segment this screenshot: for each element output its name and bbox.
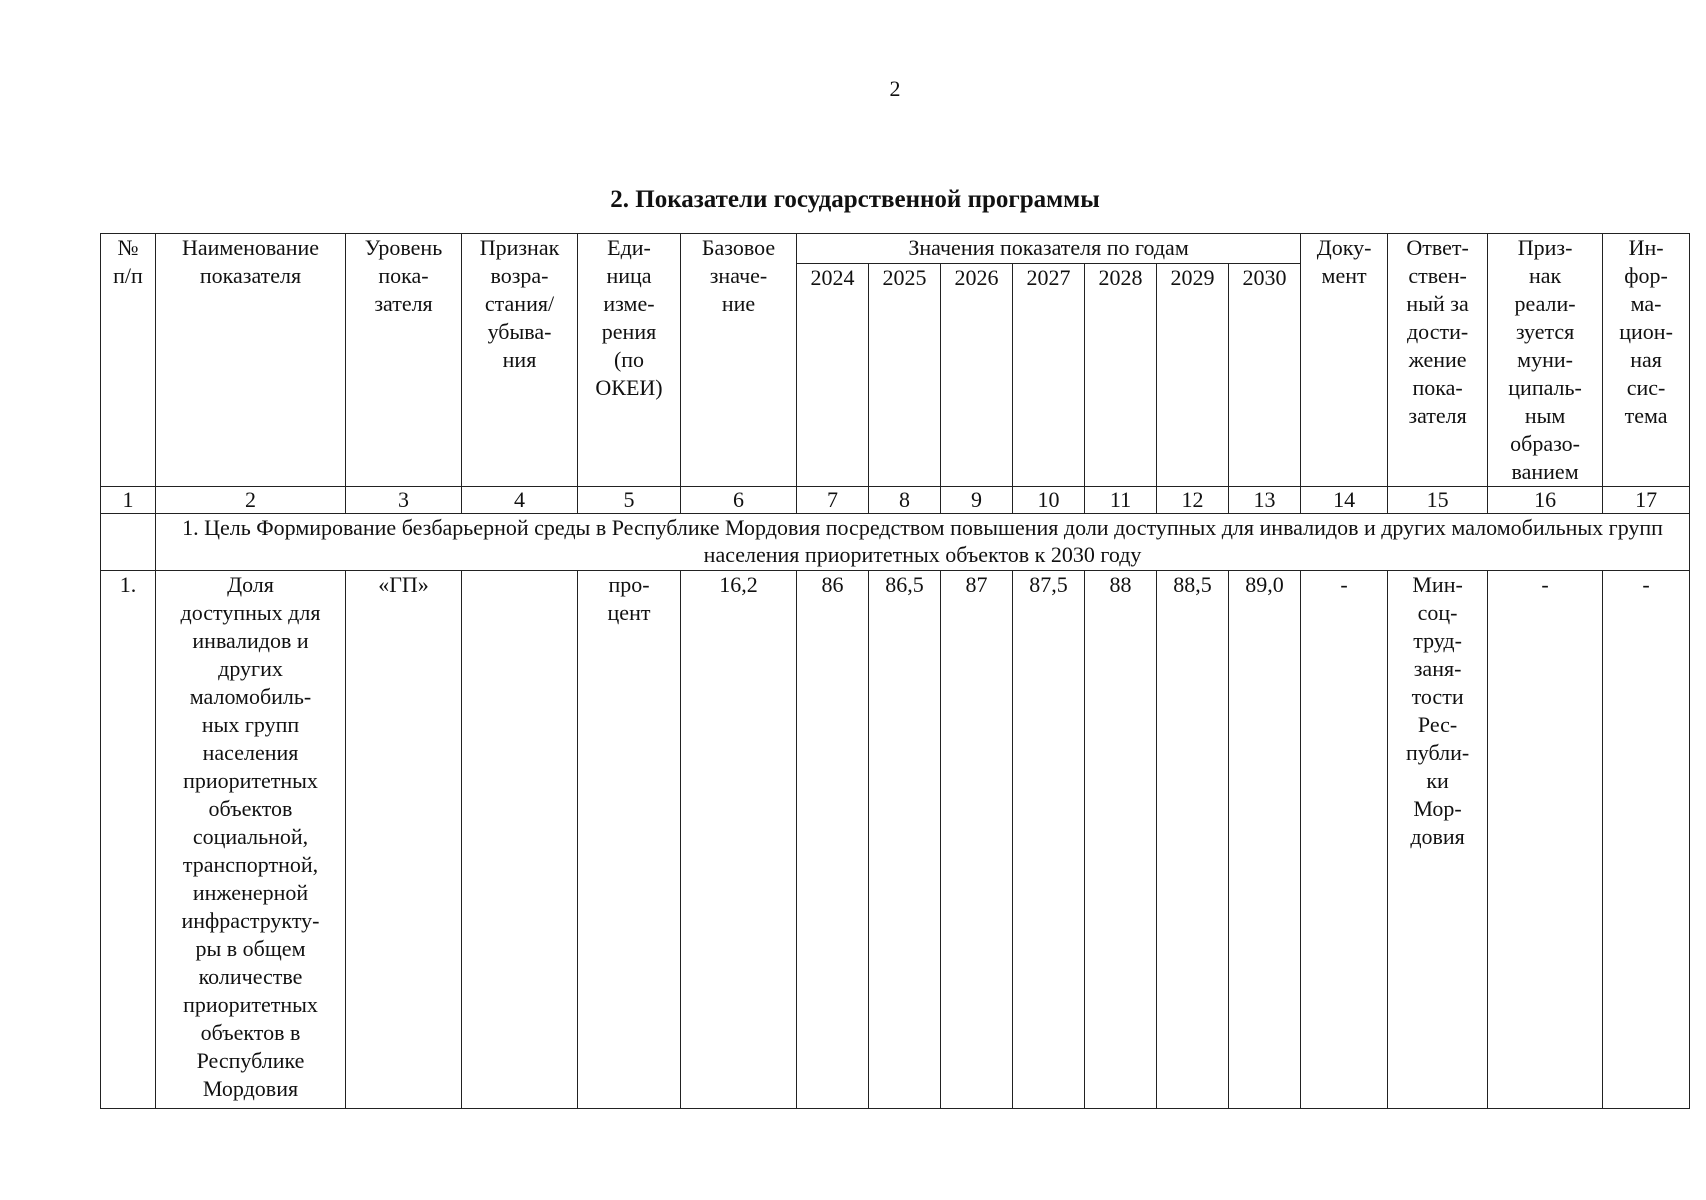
row-year-value: 87 (941, 571, 1013, 1109)
row-base-value: 16,2 (681, 571, 797, 1109)
row-year-value: 87,5 (1013, 571, 1085, 1109)
goal-row (101, 514, 1690, 571)
column-number: 1 (101, 487, 156, 514)
row-num: 1. (101, 571, 156, 1109)
row-responsible: Мин- соц- труд- заня- тости Рес- публи- ки Мор- довия (1388, 571, 1488, 1109)
header-unit: Еди- ница изме- рения (по ОКЕИ) (578, 234, 681, 487)
header-year: 2024 (797, 263, 869, 486)
row-document: - (1301, 571, 1388, 1109)
header-responsible: Ответ- ствен- ный за дости- жение пока- зателя (1388, 234, 1488, 487)
column-number: 7 (797, 487, 869, 514)
row-year-value: 86,5 (869, 571, 941, 1109)
row-level: «ГП» (346, 571, 462, 1109)
header-year: 2027 (1013, 263, 1085, 486)
header-year: 2025 (869, 263, 941, 486)
header-year: 2029 (1157, 263, 1229, 486)
header-document: Доку- мент (1301, 234, 1388, 487)
header-name: Наименование показателя (156, 234, 346, 487)
column-number: 10 (1013, 487, 1085, 514)
header-year: 2028 (1085, 263, 1157, 486)
column-number: 3 (346, 487, 462, 514)
column-number: 16 (1488, 487, 1603, 514)
row-indicator-name: Доля доступных для инвалидов и других маломобиль- ных групп населения приоритетных объектов социальной, транспортной, инженерной инфраструкту- ры в общем количестве приоритетных объектов в Республике Мордовия (156, 571, 346, 1109)
row-info-system: - (1603, 571, 1690, 1109)
header-sign: Признак возра- стания/ убыва- ния (462, 234, 578, 487)
column-number: 5 (578, 487, 681, 514)
row-municipal: - (1488, 571, 1603, 1109)
column-number: 8 (869, 487, 941, 514)
indicators-table (100, 233, 1690, 1109)
column-number: 15 (1388, 487, 1488, 514)
header-base-value: Базовое значе- ние (681, 234, 797, 487)
page-number: 2 (889, 76, 901, 101)
header-num: № п/п (101, 234, 156, 487)
header-level: Уровень пока- зателя (346, 234, 462, 487)
header-year: 2026 (941, 263, 1013, 486)
goal-text: 1. Цель Формирование безбарьерной среды в Республике Мордовия посредством повышения доли доступных для инвалидов и других маломобильных групп населения приоритетных объектов к 2030 году (156, 514, 1690, 571)
header-municipal: Приз- нак реали- зуется муни- ципаль- ным образо- ванием (1488, 234, 1603, 487)
column-number: 17 (1603, 487, 1690, 514)
goal-empty-cell (101, 514, 156, 571)
header-info-system: Ин- фор- ма- цион- ная сис- тема (1603, 234, 1690, 487)
column-number: 2 (156, 487, 346, 514)
column-number: 9 (941, 487, 1013, 514)
column-number: 6 (681, 487, 797, 514)
page-title: 2. Показатели государственной программы (610, 186, 1100, 213)
table-row (101, 571, 1690, 1109)
column-number: 13 (1229, 487, 1301, 514)
row-year-value: 89,0 (1229, 571, 1301, 1109)
row-year-value: 88 (1085, 571, 1157, 1109)
row-year-value: 88,5 (1157, 571, 1229, 1109)
column-number: 12 (1157, 487, 1229, 514)
row-year-value: 86 (797, 571, 869, 1109)
header-values-by-years: Значения показателя по годам (797, 234, 1301, 264)
column-number: 4 (462, 487, 578, 514)
row-unit: про- цент (578, 571, 681, 1109)
row-sign (462, 571, 578, 1109)
column-number: 11 (1085, 487, 1157, 514)
header-row (101, 234, 1690, 264)
header-year: 2030 (1229, 263, 1301, 486)
column-number-row (101, 487, 1690, 514)
column-number: 14 (1301, 487, 1388, 514)
